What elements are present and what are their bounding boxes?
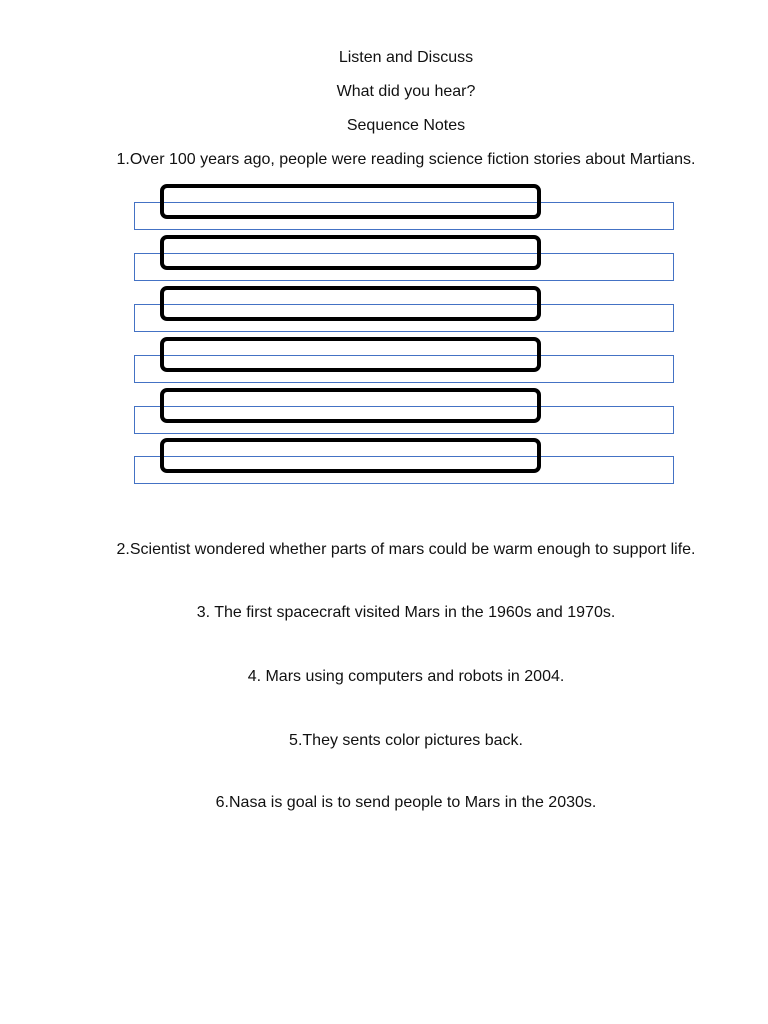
sequence-box-2 <box>160 235 541 270</box>
note-item-5: 5.They sents color pictures back. <box>289 732 523 749</box>
sequence-box-5 <box>160 388 541 423</box>
sequence-box-6 <box>160 438 541 473</box>
page-title: Listen and Discuss <box>338 49 474 66</box>
question-heading: What did you hear? <box>336 83 476 100</box>
sequence-box-3 <box>160 286 541 321</box>
sequence-box-1 <box>160 184 541 219</box>
sequence-box-4 <box>160 337 541 372</box>
note-item-2: 2.Scientist wondered whether parts of mars could be warm enough to support life. <box>116 541 696 558</box>
section-subtitle: Sequence Notes <box>346 117 466 134</box>
note-item-4: 4. Mars using computers and robots in 2004. <box>247 668 565 685</box>
note-item-6: 6.Nasa is goal is to send people to Mars in the 2030s. <box>215 794 597 811</box>
note-item-3: 3. The first spacecraft visited Mars in the 1960s and 1970s. <box>196 604 616 621</box>
note-item-1: 1.Over 100 years ago, people were reading science fiction stories about Martians. <box>116 151 696 168</box>
